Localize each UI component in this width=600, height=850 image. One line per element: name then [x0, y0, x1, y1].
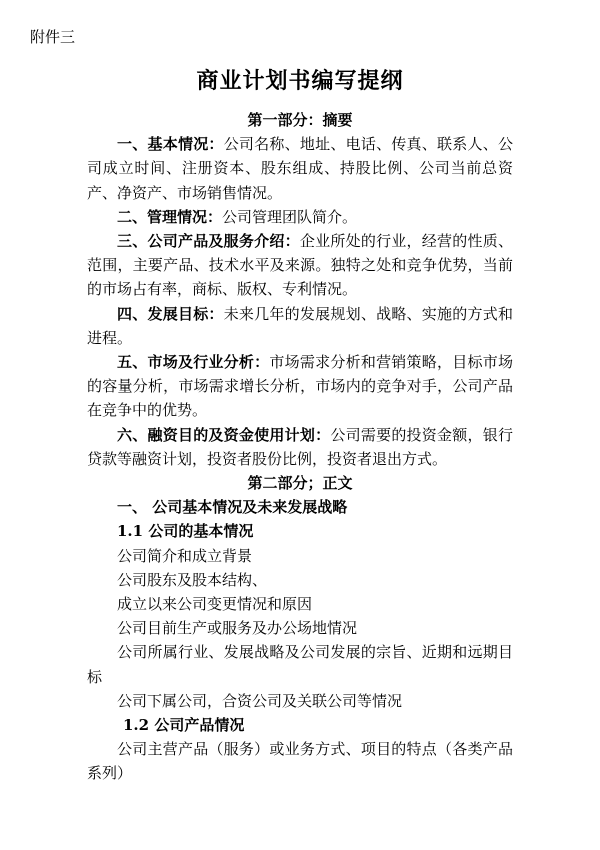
list-item: 公司主营产品（服务）或业务方式、项目的特点（各类产品系列）	[87, 740, 513, 783]
section1-heading: 一、 公司基本情况及未来发展战略	[117, 498, 348, 517]
summary-paragraph	[87, 423, 513, 471]
part2-heading: 第二部分；正文	[247, 474, 353, 493]
document-body	[87, 108, 513, 786]
summary-text: 企业所处的行业，经营的性质、范围，主要产品、技术水平及来源。独特之处和竞争优势，当前的市场占有率，商标、版权、专利情况。	[87, 232, 513, 299]
summary-text: 未来几年的发展规划、战略、实施的方式和进程。	[87, 304, 513, 347]
list-item: 公司所属行业、发展战略及公司发展的宗旨、近期和远期目标	[87, 643, 513, 686]
attachment-label: 附件三	[30, 28, 76, 46]
summary-text: 市场需求分析和营销策略，目标市场的容量分析，市场需求增长分析，市场内的竞争对手，公司产品在竞争中的优势。	[87, 353, 513, 420]
summary-paragraph	[87, 229, 513, 302]
page-title: 商业计划书编写提纲	[196, 69, 404, 94]
summary-label: 五、市场及行业分析：	[117, 353, 270, 372]
summary-label: 二、管理情况：	[117, 207, 223, 226]
summary-text: 公司名称、地址、电话、传真、联系人、公司成立时间、注册资本、股东组成、持股比例、公司当前总资产、净资产、市场销售情况。	[87, 135, 513, 202]
summary-paragraph	[87, 302, 513, 350]
list-item: 公司目前生产或服务及办公场地情况	[117, 619, 358, 638]
list-item: 公司简介和成立背景	[117, 546, 253, 565]
summary-label: 一、基本情况：	[117, 135, 224, 154]
list-item: 成立以来公司变更情况和原因	[117, 595, 313, 614]
summary-text: 公司管理团队简介。	[222, 207, 358, 226]
summary-label: 三、公司产品及服务介绍：	[117, 232, 300, 251]
summary-label: 六、融资目的及资金使用计划：	[117, 425, 331, 444]
summary-paragraph	[87, 205, 513, 229]
list-item: 公司下属公司，合资公司及关联公司等情况	[117, 691, 403, 710]
summary-paragraph	[87, 350, 513, 423]
subsection-1-1-heading: 1.1 公司的基本情况	[117, 522, 254, 541]
summary-label: 四、发展目标：	[117, 304, 224, 323]
part1-heading: 第一部分：摘要	[247, 111, 353, 129]
summary-paragraph	[87, 132, 513, 205]
summary-text: 公司需要的投资金额，银行贷款等融资计划，投资者股份比例，投资者退出方式。	[87, 425, 513, 468]
list-item: 公司股东及股本结构、	[117, 570, 268, 589]
subsection-1-2-heading: 1.2 公司产品情况	[123, 716, 245, 735]
